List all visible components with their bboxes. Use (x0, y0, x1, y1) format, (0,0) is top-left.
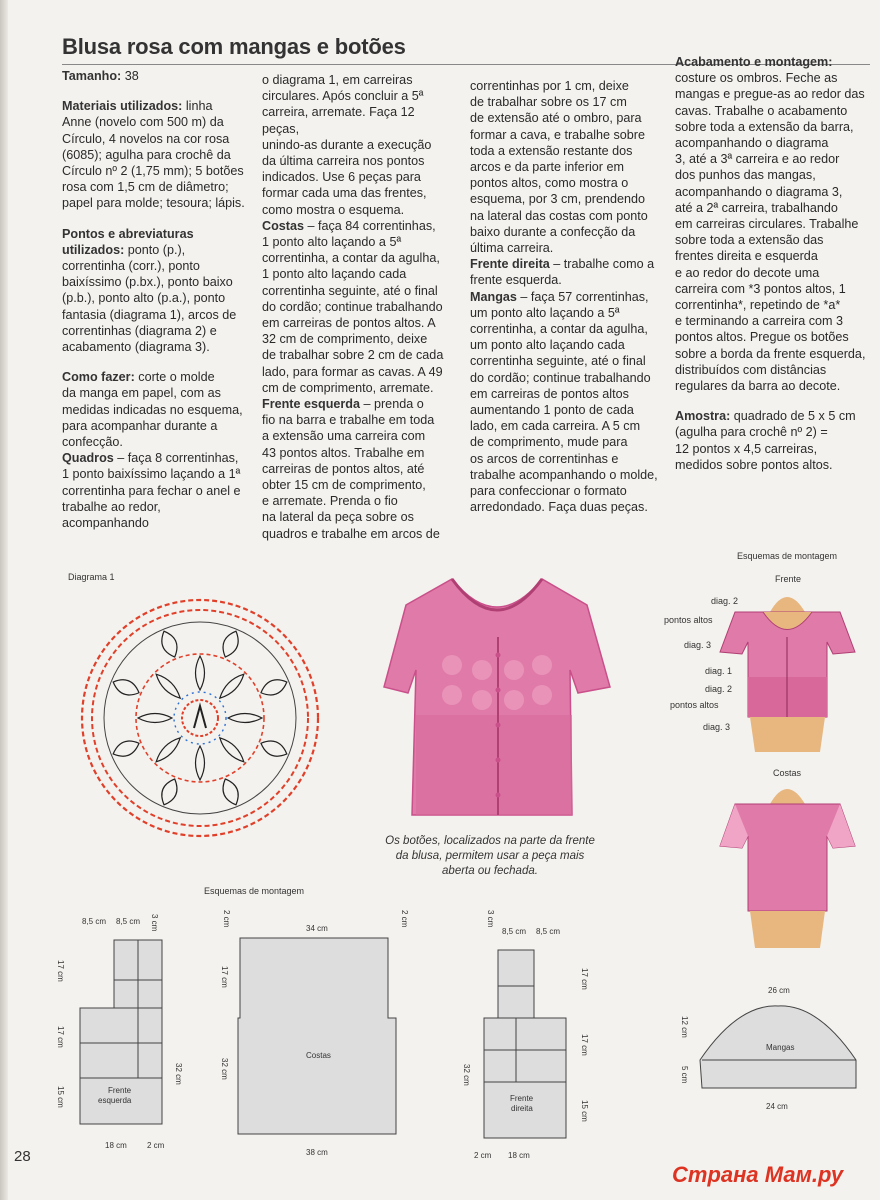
costas-label: Costas (262, 218, 304, 233)
petal-motif (219, 776, 243, 807)
frente-direita-text: – trabalhe como a frente esquerda. (470, 257, 655, 288)
fd-top-b: 8,5 cm (536, 927, 561, 936)
acabamento-label: Acabamento e montagem: (675, 55, 833, 69)
costas-schematic-label: Costas (306, 1051, 331, 1060)
fd-right-c: 15 cm (580, 1100, 589, 1122)
petal-motif (153, 671, 183, 701)
esquemas-title-bottom: Esquemas de montagem (204, 886, 305, 896)
pattern-schematics (40, 898, 860, 1160)
fd-right-b: 17 cm (580, 1034, 589, 1056)
outer-chain-ring (82, 600, 318, 836)
fe-right: 32 cm (174, 1063, 183, 1085)
text-column-1 (62, 68, 247, 531)
costas-bottom: 38 cm (306, 1148, 328, 1157)
materiais-label: Materiais utilizados: (62, 99, 183, 114)
fe-top-a: 8,5 cm (82, 917, 107, 926)
costas-left-a: 17 cm (220, 966, 229, 988)
costas-top-r: 2 cm (400, 910, 409, 928)
fd-left: 32 cm (462, 1064, 471, 1086)
esquemas-title-right: Esquemas de montagem (737, 551, 838, 561)
page-number: 28 (14, 1148, 31, 1165)
acabamento-text: costure os ombros. Feche as mangas e pregue-as ao redor das cavas. Trabalhe o acabamento sobre toda a extensão da barra, acompanhando o diagrama 3, até a 3ª carreira e ao redor dos punhos das mangas, acompanhando o diagrama 3, até a 2ª carreira, trabalhando em carreiras circulares. Trabalhe sobre toda a extensão das frentes direita e esquerda e ao redor do decote uma carreira com *3 pontos altos, 1 correntinha*, repetindo de *a* e terminando a carreira com 3 pontos altos. Pregue os botões sobre a borda da frente esquerda, distribuídos com distâncias regulares da barra ao decote. (675, 71, 866, 394)
mangas-schematic-label: Mangas (766, 1043, 795, 1052)
quadros-text: – faça 8 correntinhas, 1 ponto baixíssimo laçando a 1ª correntinha para fechar o anel e trabalhe ao redor, acompanhando (62, 451, 241, 531)
tamanho-label: Tamanho: (62, 69, 122, 83)
petal-motif (110, 676, 141, 700)
chain-ring-3 (136, 654, 264, 782)
frente-esquerda-label-2: esquerda (98, 1096, 132, 1105)
petal-motif (158, 776, 182, 807)
como-fazer-label: Como fazer: (62, 370, 135, 385)
amostra-label: Amostra: (675, 409, 731, 424)
pontos-label: Pontos e abreviaturas utilizados: (62, 226, 194, 257)
label-diag2-b: diag. 2 (705, 684, 733, 694)
label-pontos-altos-b: pontos altos (670, 700, 719, 710)
costas-text: – faça 84 correntinhas, 1 ponto alto laçando a 5ª correntinha, a contar da agulha, 1 ponto alto laçando cada correntinha seguinte, até o final do cordão; continue trabalhando em carreiras de pontos altos. A 32 cm de comprimento, deixe de trabalhar sobre 2 cm de cada lado, para formar as cavas. A 49 cm de comprimento, arremate. (262, 218, 444, 395)
fd-bottom-b: 18 cm (508, 1151, 530, 1160)
frente-mannequin (715, 582, 860, 757)
fe-top-c: 3 cm (150, 914, 159, 932)
petal-motif (228, 714, 262, 723)
mangas-left-a: 12 cm (680, 1016, 689, 1038)
petal-motif (196, 656, 205, 690)
petal-motif (153, 735, 183, 765)
mangas-top: 26 cm (768, 986, 790, 995)
petal-motif (217, 735, 247, 765)
mangas-text: – faça 57 correntinhas, um ponto alto laçando a 5ª correntinha, a contar da agulha, um ponto alto laçando cada correntinha seguinte, até o final do cordão; continue trabalhando em carreiras de pontos altos aumentando 1 ponto de cada lado, em cada carreira. A 5 cm de comprimento, mude para os arcos de correntinhas e trabalhe acompanhando o molde, para confeccionar o formato arredondado. Faça duas peças. (470, 289, 658, 515)
materiais-text: linha Anne (novelo com 500 m) da Círculo, 4 novelos na cor rosa (6085); agulha para crochê da Círculo nº 2 (1,75 mm); 5 botões rosa com 1,5 cm de diâmetro; papel para molde; tesoura; lápis. (62, 99, 245, 211)
schematic-frente-direita (462, 910, 589, 1160)
petal-group (110, 628, 289, 807)
diagram1-label: Diagrama 1 (68, 572, 115, 582)
costas-left-b: 32 cm (220, 1058, 229, 1080)
petal-motif (219, 628, 243, 659)
frente-mannequin-label: Frente (775, 574, 802, 584)
frente-direita-label: Frente direita (470, 257, 550, 272)
fd-top-a: 8,5 cm (502, 927, 527, 936)
fe-left-a: 17 cm (56, 960, 65, 982)
page-spine (0, 0, 8, 1200)
petal-motif (217, 671, 247, 701)
fe-left-c: 15 cm (56, 1086, 65, 1108)
label-pontos-altos-a: pontos altos (664, 615, 713, 625)
frente-direita-label-2: direita (511, 1104, 533, 1113)
schematic-frente-esquerda (56, 914, 183, 1150)
label-diag2-a: diag. 2 (711, 596, 739, 606)
fe-top-b: 8,5 cm (116, 917, 141, 926)
petal-motif (258, 676, 289, 700)
start-arrow-icon (194, 706, 206, 728)
fd-top-c: 3 cm (486, 910, 495, 928)
mangas-label: Mangas (470, 289, 517, 304)
label-diag3-a: diag. 3 (684, 640, 712, 650)
costas-mannequin-label: Costas (773, 768, 802, 778)
crochet-diagram-1 (62, 578, 342, 858)
page-title: Blusa rosa com mangas e botões (62, 34, 406, 59)
fe-bottom-b: 2 cm (147, 1141, 165, 1150)
mangas-left-b: 5 cm (680, 1066, 689, 1084)
text-column-2 (262, 72, 447, 542)
chain-ring-2 (92, 610, 308, 826)
tamanho-value: 38 (121, 69, 139, 83)
schematic-costas (220, 910, 409, 1157)
text-column-4 (675, 54, 870, 473)
col3-intro: correntinhas por 1 cm, deixe de trabalhar sobre os 17 cm de extensão até o ombro, para formar a cava, e trabalhe sobre toda a extensão restante dos arcos e da parte inferior em pontos altos, como mostra o esquema, por 3 cm, prendendo na lateral das costas com ponto baixo durante a confecção da última carreira. (470, 79, 648, 256)
como-fazer-text: corte o molde da manga em papel, com as medidas indicadas no esquema, para acompanhar durante a confecção. (62, 370, 243, 450)
fd-bottom-a: 2 cm (474, 1151, 492, 1160)
quadros-label: Quadros (62, 451, 114, 466)
blouse-photo (382, 575, 612, 825)
text-column-3 (470, 78, 660, 515)
costas-top: 34 cm (306, 924, 328, 933)
petal-motif (196, 746, 205, 780)
pontos-text: ponto (p.), correntinha (corr.), ponto baixíssimo (p.bx.), ponto baixo (p.b.), ponto alto (p.a.), ponto fantasia (diagrama 1), arcos de correntinhas (diagrama 2) e acabamento (diagrama 3). (62, 242, 237, 355)
col2-intro: o diagrama 1, em carreiras circulares. Após concluir a 5ª carreira, arremate. Faça 12 peças, unindo-as durante a execução da última carreira nos pontos indicados. Use 6 peças para formar cada uma das frentes, como mostra o esquema. (262, 73, 432, 217)
frente-esquerda-label: Frente esquerda (262, 397, 360, 412)
petal-motif (258, 737, 289, 761)
mangas-bottom: 24 cm (766, 1102, 788, 1111)
costas-top-l: 2 cm (222, 910, 231, 928)
frente-esquerda-text: – prenda o fio na barra e trabalhe em toda a extensão uma carreira com 43 pontos altos. Trabalhe em carreiras de pontos altos, até obter 15 cm de comprimento, e arremate. Prenda o fio na lateral da peça sobre os quadros e trabalhe em arcos de (262, 397, 440, 541)
photo-caption: Os botões, localizados na parte da frente da blusa, permitem usar a peça mais aberta ou fechada. (385, 835, 595, 877)
schematic-mangas (680, 986, 856, 1111)
frente-esquerda-label-1: Frente (108, 1086, 132, 1095)
petal-motif (138, 714, 172, 723)
watermark: Страна Мам.ру (672, 1162, 844, 1187)
petal-motif (110, 737, 141, 761)
fe-left-b: 17 cm (56, 1026, 65, 1048)
label-diag3-b: diag. 3 (703, 722, 731, 732)
fd-right-a: 17 cm (580, 968, 589, 990)
amostra-text: quadrado de 5 x 5 cm (agulha para crochê nº 2) = 12 pontos x 4,5 carreiras, medidos sobre pontos altos. (675, 409, 856, 472)
frente-direita-label-1: Frente (510, 1094, 534, 1103)
petal-motif (158, 628, 182, 659)
label-diag1: diag. 1 (705, 666, 733, 676)
fe-bottom-a: 18 cm (105, 1141, 127, 1150)
stitch-ring (104, 622, 296, 814)
